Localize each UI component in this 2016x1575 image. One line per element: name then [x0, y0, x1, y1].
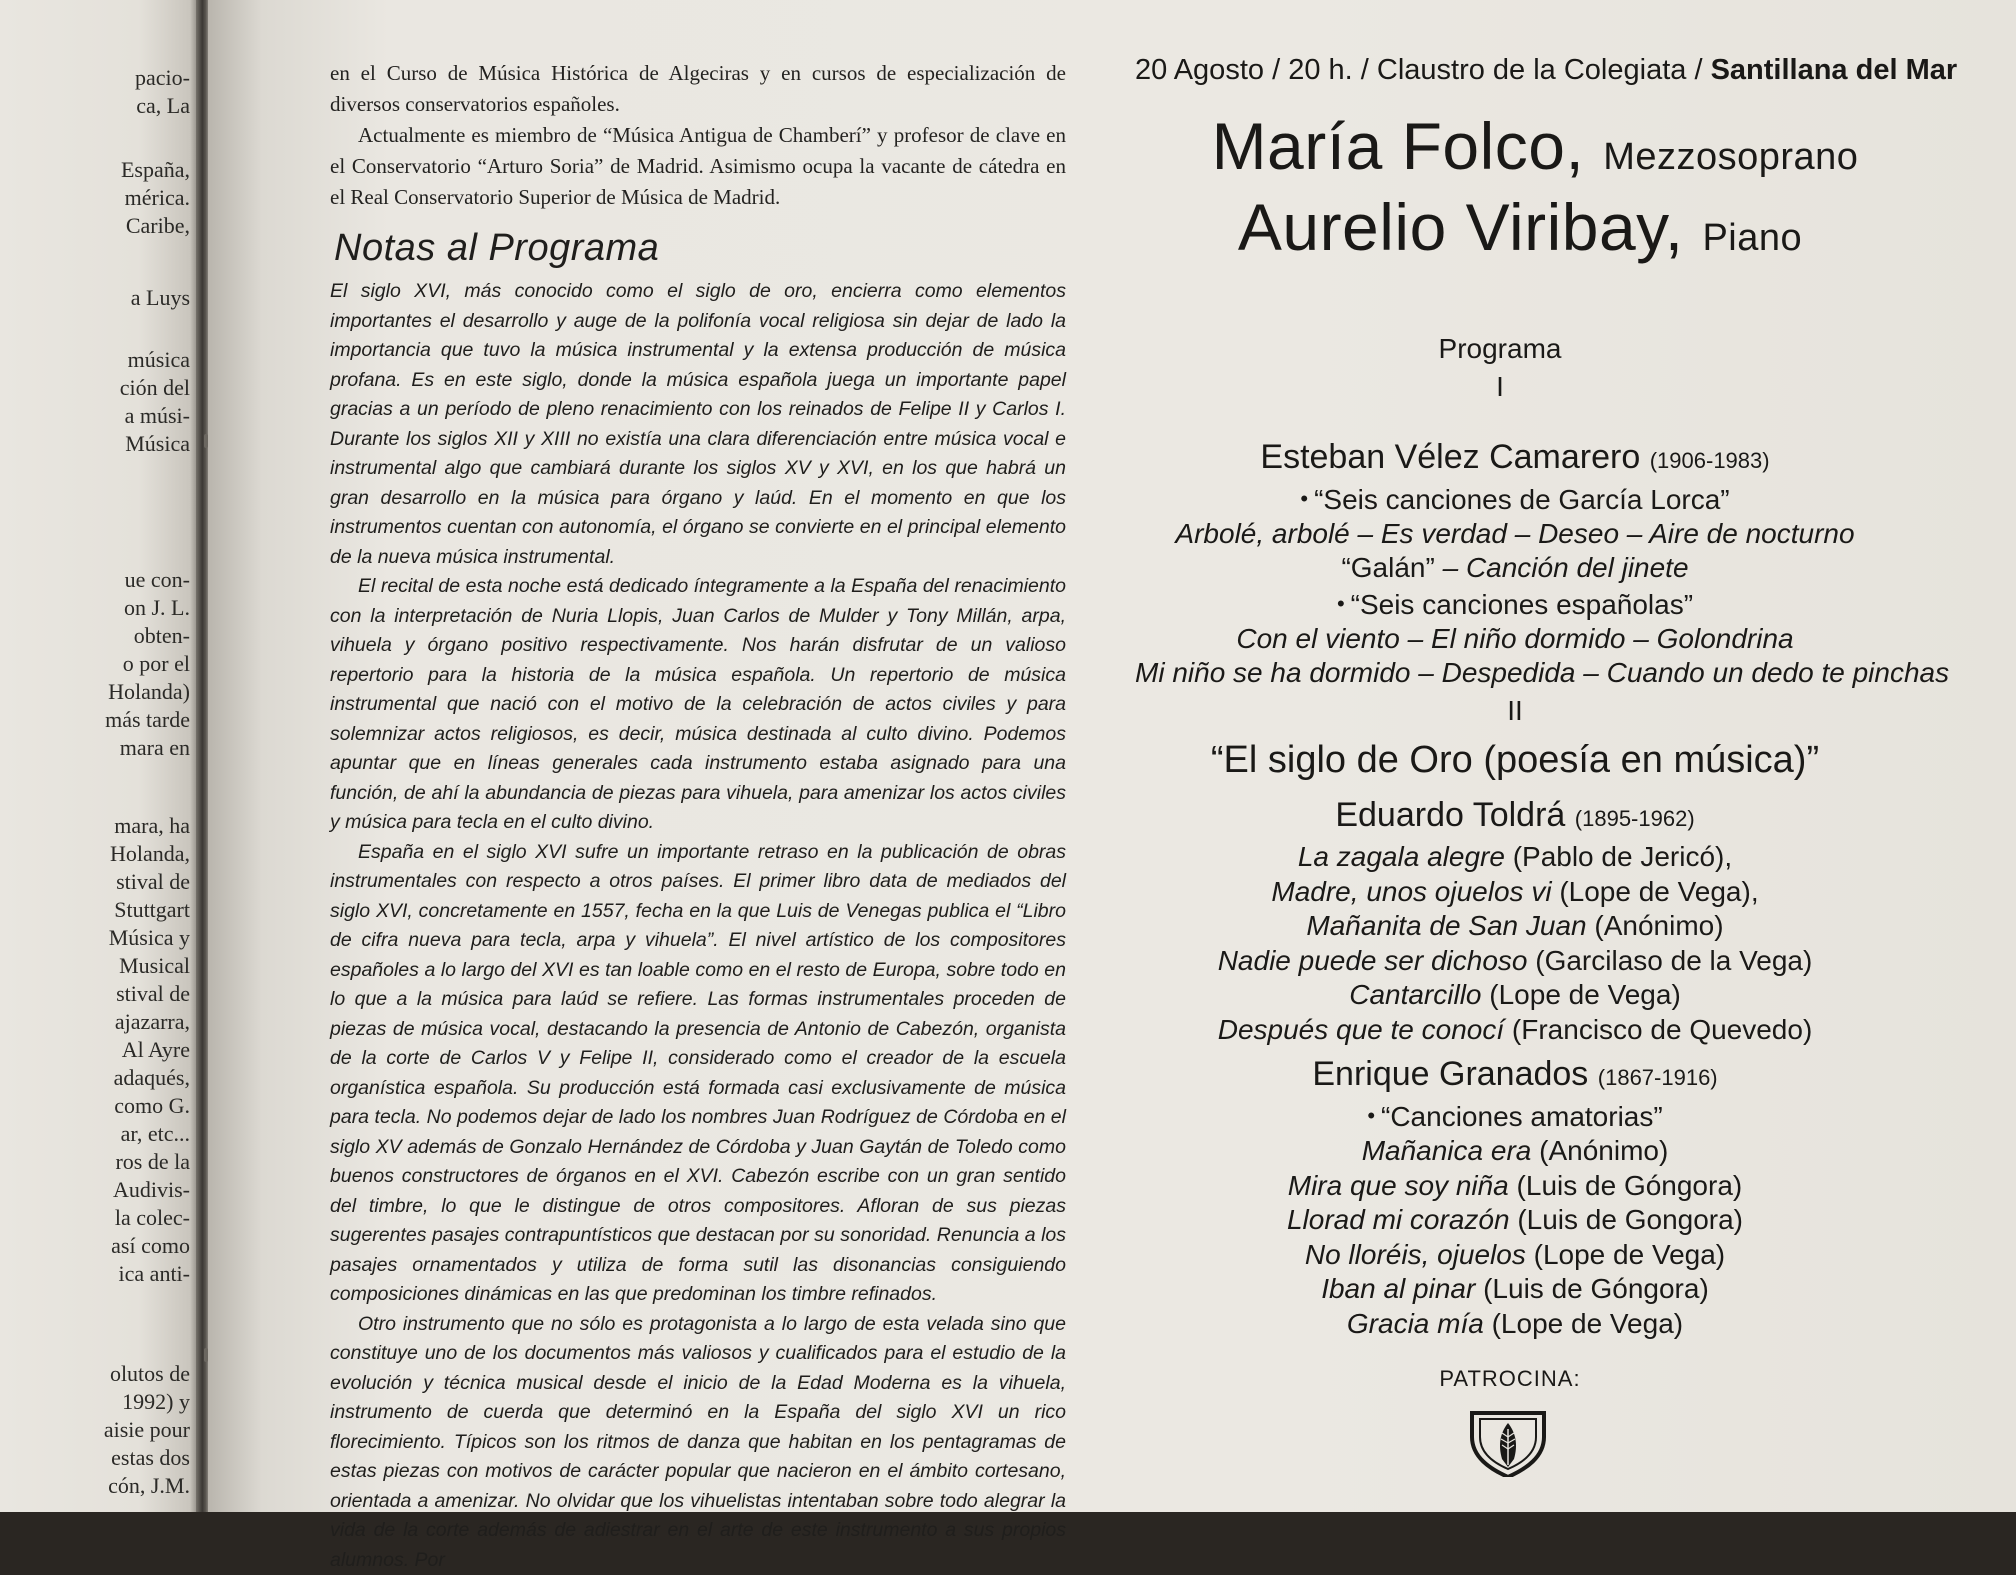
composer-dates: (1906-1983)	[1650, 448, 1770, 473]
song-title: Mañanita de San Juan	[1306, 910, 1586, 941]
left-fragment-line: stival de	[0, 868, 190, 896]
notes-paragraph: El recital de esta noche está dedicado íntegramente a la España del renacimiento con la interpretación de Nuria Llopis, Juan Carlos de Mulder y Tony Millán, arpa, vihuela y órgano positivo respectivamente. Nos harán disfrutar de un valioso repertorio para la historia de la música española. Un repertorio de música instrumental que nació con el motivo de la celebración de actos civiles y para solemnizar actos religiosos, es decir, música destinada al culto divino. Podemos apuntar que en líneas generales cada instrumento estaba asignado para una función, de ahí la abundancia de piezas para vihuela, para amenizar los actos civiles y música para tecla en el culto divino.	[330, 572, 1066, 838]
separator: /	[1694, 54, 1702, 86]
song-title: No lloréis, ojuelos	[1305, 1239, 1526, 1270]
event-venue: Claustro de la Colegiata	[1377, 54, 1687, 86]
performer-role: Mezzosoprano	[1603, 136, 1858, 178]
left-fragment-line: ca, La	[0, 92, 190, 120]
shield-icon	[1466, 1407, 1550, 1477]
song-title: Nadie puede ser dichoso	[1218, 945, 1528, 976]
song-title: Mira que soy niña	[1288, 1170, 1509, 1201]
performer-line	[1135, 108, 1895, 195]
part-numeral: II	[1135, 694, 1895, 728]
left-fragment-line: ajazarra,	[0, 1008, 190, 1036]
left-fragment-line: Holanda,	[0, 840, 190, 868]
left-fragment-block	[0, 1360, 190, 1500]
song-poet: (Pablo de Jericó),	[1513, 841, 1732, 872]
separator: /	[1272, 54, 1280, 86]
left-fragment-line: ica anti-	[0, 1260, 190, 1288]
performer-name: María Folco,	[1212, 109, 1585, 183]
left-fragment-line: cón, J.M.	[0, 1472, 190, 1500]
performer-line	[1135, 189, 1895, 276]
left-fragment-line: 1992) y	[0, 1388, 190, 1416]
song-poet: (Luis de Góngora)	[1483, 1273, 1709, 1304]
left-fragment-block	[0, 566, 190, 762]
left-fragment-line: ar, etc...	[0, 1120, 190, 1148]
event-date: 20 Agosto	[1135, 54, 1264, 86]
performer-role: Piano	[1702, 217, 1802, 259]
performer-name: Aurelio Viribay,	[1238, 190, 1684, 264]
work-title-text: “Canciones amatorias”	[1381, 1101, 1663, 1132]
left-fragment-line: la colec-	[0, 1204, 190, 1232]
piece-list-line: Mi niño se ha dormido – Despedida – Cuando un dedo te pinchas	[1135, 656, 1895, 690]
event-town: Santillana del Mar	[1711, 54, 1958, 86]
song-title: Madre, unos ojuelos vi	[1271, 876, 1551, 907]
left-fragment-line: a Luys	[0, 284, 190, 312]
part-title: “El siglo de Oro (poesía en música)”	[1135, 736, 1895, 784]
notes-paragraph: El siglo XVI, más conocido como el siglo de oro, encierra como elementos importantes el desarrollo y auge de la polifonía vocal religiosa sin dejar de lado la importancia que tuvo la música instrumental y la extensa producción de música profana. Es en este siglo, donde la música española juega un importante papel gracias a un período de pleno renacimiento con los reinados de Felipe II y Carlos I. Durante los siglos XII y XIII no existía una clara diferenciación entre música vocal e instrumental algo que cambiará durante los siglos XV y XVI, en los que habrá un gran desarrollo en la música para órgano y laúd. En el momento en que los instrumentos cuentan con autonomía, el órgano se convierte en el principal elemento de la nueva música instrumental.	[330, 277, 1066, 572]
left-fragment-line: Stuttgart	[0, 896, 190, 924]
composer-name: Enrique Granados	[1312, 1055, 1588, 1093]
notes-heading: Notas al Programa	[334, 225, 1066, 271]
left-fragment-line: mara, ha	[0, 812, 190, 840]
notes-paragraph: Otro instrumento que no sólo es protagonista a lo largo de esta velada sino que constituye uno de los documentos más valiosos y cualificados para el estudio de la evolución y técnica musical desde el inicio de la Edad Moderna es la vihuela, instrumento de cuerda que determinó en la España del siglo XVI un rico florecimiento. Típicos son los ritmos de danza que habitan en los pentagramas de estas piezas con motivos de carácter popular que nacieron en el ámbito cortesano, orientada a amenizar. No olvidar que los vihuelistas intentaban sobre todo alegrar la vida de la corte además de adiestrar en el arte de este instrumento a sus propios alumnos. Por	[330, 1310, 1066, 1575]
sponsor-label: PATROCINA:	[1135, 1365, 1895, 1393]
bullet-icon: •	[1300, 486, 1308, 511]
song-poet: (Lope de Vega)	[1489, 979, 1681, 1010]
left-fragment-line: on J. L.	[0, 594, 190, 622]
composer-dates: (1867-1916)	[1598, 1065, 1718, 1090]
left-fragment-line: estas dos	[0, 1444, 190, 1472]
composer-heading	[1135, 436, 1895, 482]
composer-dates: (1895-1962)	[1575, 806, 1695, 831]
left-fragment-block	[0, 64, 190, 120]
left-fragment-line: o por el	[0, 650, 190, 678]
song-poet: (Luis de Gongora)	[1517, 1204, 1743, 1235]
song-poet: (Lope de Vega)	[1492, 1308, 1684, 1339]
bio-paragraph: en el Curso de Música Histórica de Algeciras y en cursos de especialización de diversos conservatorios españoles.	[330, 58, 1066, 120]
song-poet: (Lope de Vega),	[1559, 876, 1758, 907]
song-poet: (Anónimo)	[1594, 910, 1723, 941]
bullet-icon: •	[1367, 1103, 1375, 1128]
event-header	[1135, 50, 1895, 90]
left-fragment-line: Audivis-	[0, 1176, 190, 1204]
left-fragment-line: Música	[0, 430, 190, 458]
left-fragment-line: música	[0, 346, 190, 374]
composer-name: Eduardo Toldrá	[1335, 796, 1565, 834]
song-poet: (Luis de Góngora)	[1517, 1170, 1743, 1201]
work-title	[1135, 587, 1895, 622]
left-fragment-line: mérica.	[0, 184, 190, 212]
work-title	[1135, 482, 1895, 517]
program-column	[1135, 50, 1895, 1482]
composer-heading	[1135, 1053, 1895, 1099]
piece-title: – Canción del jinete	[1435, 552, 1689, 583]
left-fragment-line: mara en	[0, 734, 190, 762]
bio-paragraph: Actualmente es miembro de “Música Antigua de Chamberí” y profesor de clave en el Conservatorio “Arturo Soria” de Madrid. Asimismo ocupa la vacante de cátedra en el Real Conservatorio Superior de Música de Madrid.	[330, 120, 1066, 213]
left-fragment-line: como G.	[0, 1092, 190, 1120]
left-fragment-line: Musical	[0, 952, 190, 980]
program-label: Programa	[1135, 332, 1895, 366]
song-title: Cantarcillo	[1349, 979, 1481, 1010]
piece-list-line: Con el viento – El niño dormido – Golondrina	[1135, 622, 1895, 656]
left-page	[0, 0, 198, 1512]
song-title: Gracia mía	[1347, 1308, 1484, 1339]
song-poet: (Lope de Vega)	[1534, 1239, 1726, 1270]
left-fragment-block	[0, 156, 190, 240]
composer-heading	[1135, 794, 1895, 840]
left-fragment-block	[0, 346, 190, 458]
left-fragment-line: a músi-	[0, 402, 190, 430]
left-fragment-block	[0, 812, 190, 1288]
event-time: 20 h.	[1288, 54, 1353, 86]
piece-title: “Galán”	[1341, 552, 1434, 583]
left-fragment-line: España,	[0, 156, 190, 184]
notes-paragraph: España en el siglo XVI sufre un importante retraso en la publicación de obras instrumentales con respecto a otros países. El primer libro data de mediados del siglo XVI, concretamente en 1557, fecha en la que Luis de Venegas publica el “Libro de cifra nueva para tecla, arpa y vihuela”. El nivel artístico de los compositores españoles a lo largo del XVI es tan loable como en el resto de Europa, sobre todo en lo que a la música para laúd se refiere. Las formas instrumentales proceden de piezas de música vocal, destacando la presencia de Antonio de Cabezón, organista de la corte de Carlos V y Felipe II, considerado como el creador de la escuela organística española. Su producción está formada casi exclusivamente de música para tecla. No podemos dejar de lado los nombres Juan Rodríguez de Córdoba en el siglo XV además de Gonzalo Hernández de Córdoba y Juan Gaytán de Toledo como buenos constructores de órganos en el XVI. Cabezón escribe con un gran sentido del timbre, lo que le distingue de otros compositores. Afloran de sus piezas sugerentes pasajes contrapuntísticos que destacan por su sonoridad. Renuncia a los pasajes ornamentados y utiliza de forma sutil las disonancias consiguiendo composiciones dinámicas en las que predominan los timbre refinados.	[330, 838, 1066, 1310]
bullet-icon: •	[1337, 591, 1345, 616]
left-fragment-line: Música y	[0, 924, 190, 952]
middle-column	[330, 58, 1066, 1575]
work-title-text: “Seis canciones de García Lorca”	[1314, 484, 1730, 515]
left-fragment-line: obten-	[0, 622, 190, 650]
left-fragment-line: así como	[0, 1232, 190, 1260]
part-numeral: I	[1135, 370, 1895, 404]
song-poet: (Garcilaso de la Vega)	[1535, 945, 1812, 976]
song-title: Llorad mi corazón	[1287, 1204, 1510, 1235]
left-fragment-line: adaqués,	[0, 1064, 190, 1092]
work-title-text: “Seis canciones españolas”	[1351, 589, 1693, 620]
left-fragment-line: Holanda)	[0, 678, 190, 706]
song-poet: (Francisco de Quevedo)	[1512, 1014, 1812, 1045]
song-title: Iban al pinar	[1321, 1273, 1475, 1304]
left-fragment-line: olutos de	[0, 1360, 190, 1388]
piece-list-line: Arbolé, arbolé – Es verdad – Deseo – Aire de nocturno	[1135, 517, 1895, 551]
left-fragment-line: ción del	[0, 374, 190, 402]
piece-list-line	[1135, 551, 1895, 585]
song-poet: (Anónimo)	[1539, 1135, 1668, 1166]
work-title	[1135, 1099, 1895, 1134]
left-fragment-line: Caribe,	[0, 212, 190, 240]
song-title: Mañanica era	[1362, 1135, 1532, 1166]
left-fragment-line: aisie pour	[0, 1416, 190, 1444]
left-fragment-line: stival de	[0, 980, 190, 1008]
left-fragment-line: Al Ayre	[0, 1036, 190, 1064]
left-fragment-block	[0, 284, 190, 312]
left-fragment-line: ue con-	[0, 566, 190, 594]
left-fragment-line: ros de la	[0, 1148, 190, 1176]
song-title: Después que te conocí	[1218, 1014, 1504, 1045]
left-fragment-line: más tarde	[0, 706, 190, 734]
composer-name: Esteban Vélez Camarero	[1260, 438, 1640, 476]
song-title: La zagala alegre	[1298, 841, 1505, 872]
left-fragment-line: pacio-	[0, 64, 190, 92]
sponsor-logo	[1135, 1407, 1895, 1482]
separator: /	[1361, 54, 1369, 86]
